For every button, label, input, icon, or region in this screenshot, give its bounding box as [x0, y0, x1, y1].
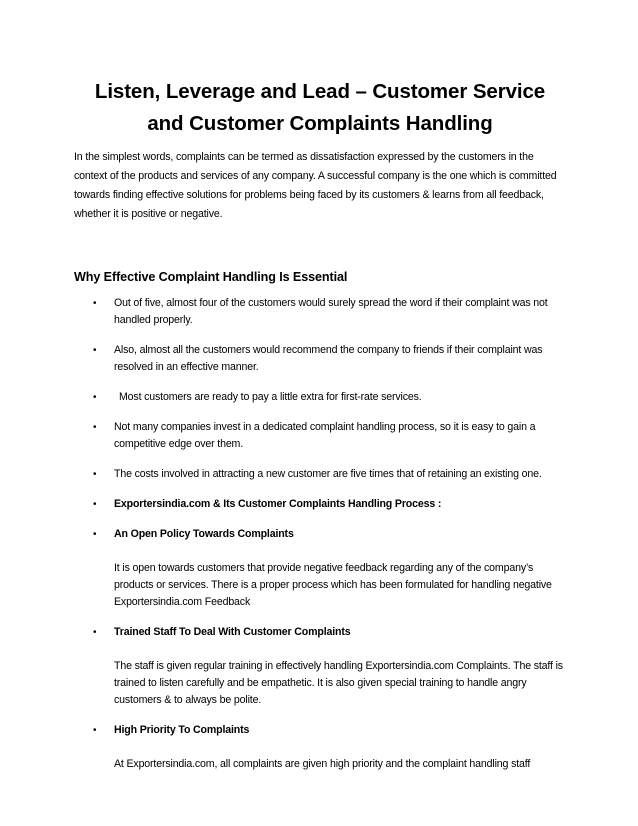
- list-item: [74, 295, 566, 329]
- list-item-text: At Exportersindia.com, all complaints are given high priority and the complaint handling staff: [114, 758, 531, 770]
- list-item: [74, 342, 566, 376]
- list-item: [74, 722, 566, 773]
- bullet-icon: •: [93, 298, 97, 309]
- reasons-list: [74, 295, 566, 483]
- title-line-2: and Customer Complaints Handling: [147, 112, 493, 135]
- bullet-icon: •: [93, 529, 97, 540]
- bullet-icon: •: [93, 422, 97, 433]
- list-item-text: The staff is given regular training in effectively handling Exportersindia.com Complaints. The staff is trained to listen carefully and be empathetic. It is also given special training to handle angry customers & to always be polite.: [114, 660, 563, 706]
- list-item-text: Not many companies invest in a dedicated complaint handling process, so it is easy to gain a competitive edge over them.: [114, 421, 536, 450]
- list-item-heading: An Open Policy Towards Complaints: [114, 528, 294, 540]
- bullet-icon: •: [93, 392, 97, 403]
- list-item-text: Most customers are ready to pay a little extra for first-rate services.: [119, 391, 422, 403]
- list-item: [74, 526, 566, 611]
- list-item: [74, 389, 566, 406]
- list-item-heading: Exportersindia.com & Its Customer Complaints Handling Process :: [114, 498, 442, 510]
- bullet-icon: •: [93, 499, 97, 510]
- intro-paragraph: In the simplest words, complaints can be termed as dissatisfaction expressed by the customers in the context of the products and services of any company. A successful company is the one which is committed towards finding effective solutions for problems being faced by its customers & learns from all feedback, whether it is positive or negative.: [74, 151, 557, 220]
- bullet-icon: •: [93, 725, 97, 736]
- list-item-text: The costs involved in attracting a new customer are five times that of retaining an existing one.: [114, 468, 542, 480]
- bullet-icon: •: [93, 345, 97, 356]
- title-line-1: Listen, Leverage and Lead – Customer Service: [94, 80, 546, 103]
- list-item: [74, 624, 566, 709]
- list-item-heading: Trained Staff To Deal With Customer Complaints: [114, 626, 351, 638]
- process-list: [74, 496, 566, 773]
- list-item: [74, 466, 566, 483]
- bullet-icon: •: [93, 469, 97, 480]
- document-title: [74, 0, 566, 140]
- list-item-text: Out of five, almost four of the customers would surely spread the word if their complaint was not handled properly.: [114, 297, 548, 326]
- list-item-text: It is open towards customers that provide negative feedback regarding any of the company’s products or services. There is a proper process which has been formulated for handling negative Exportersindia.com Feedback: [114, 562, 552, 608]
- list-item-text: Also, almost all the customers would recommend the company to friends if their complaint was resolved in an effective manner.: [114, 344, 543, 373]
- list-item: [74, 419, 566, 453]
- list-item: [74, 496, 566, 513]
- bullet-icon: •: [93, 627, 97, 638]
- list-item-heading: High Priority To Complaints: [114, 724, 250, 736]
- section-heading: Why Effective Complaint Handling Is Essential: [74, 270, 348, 284]
